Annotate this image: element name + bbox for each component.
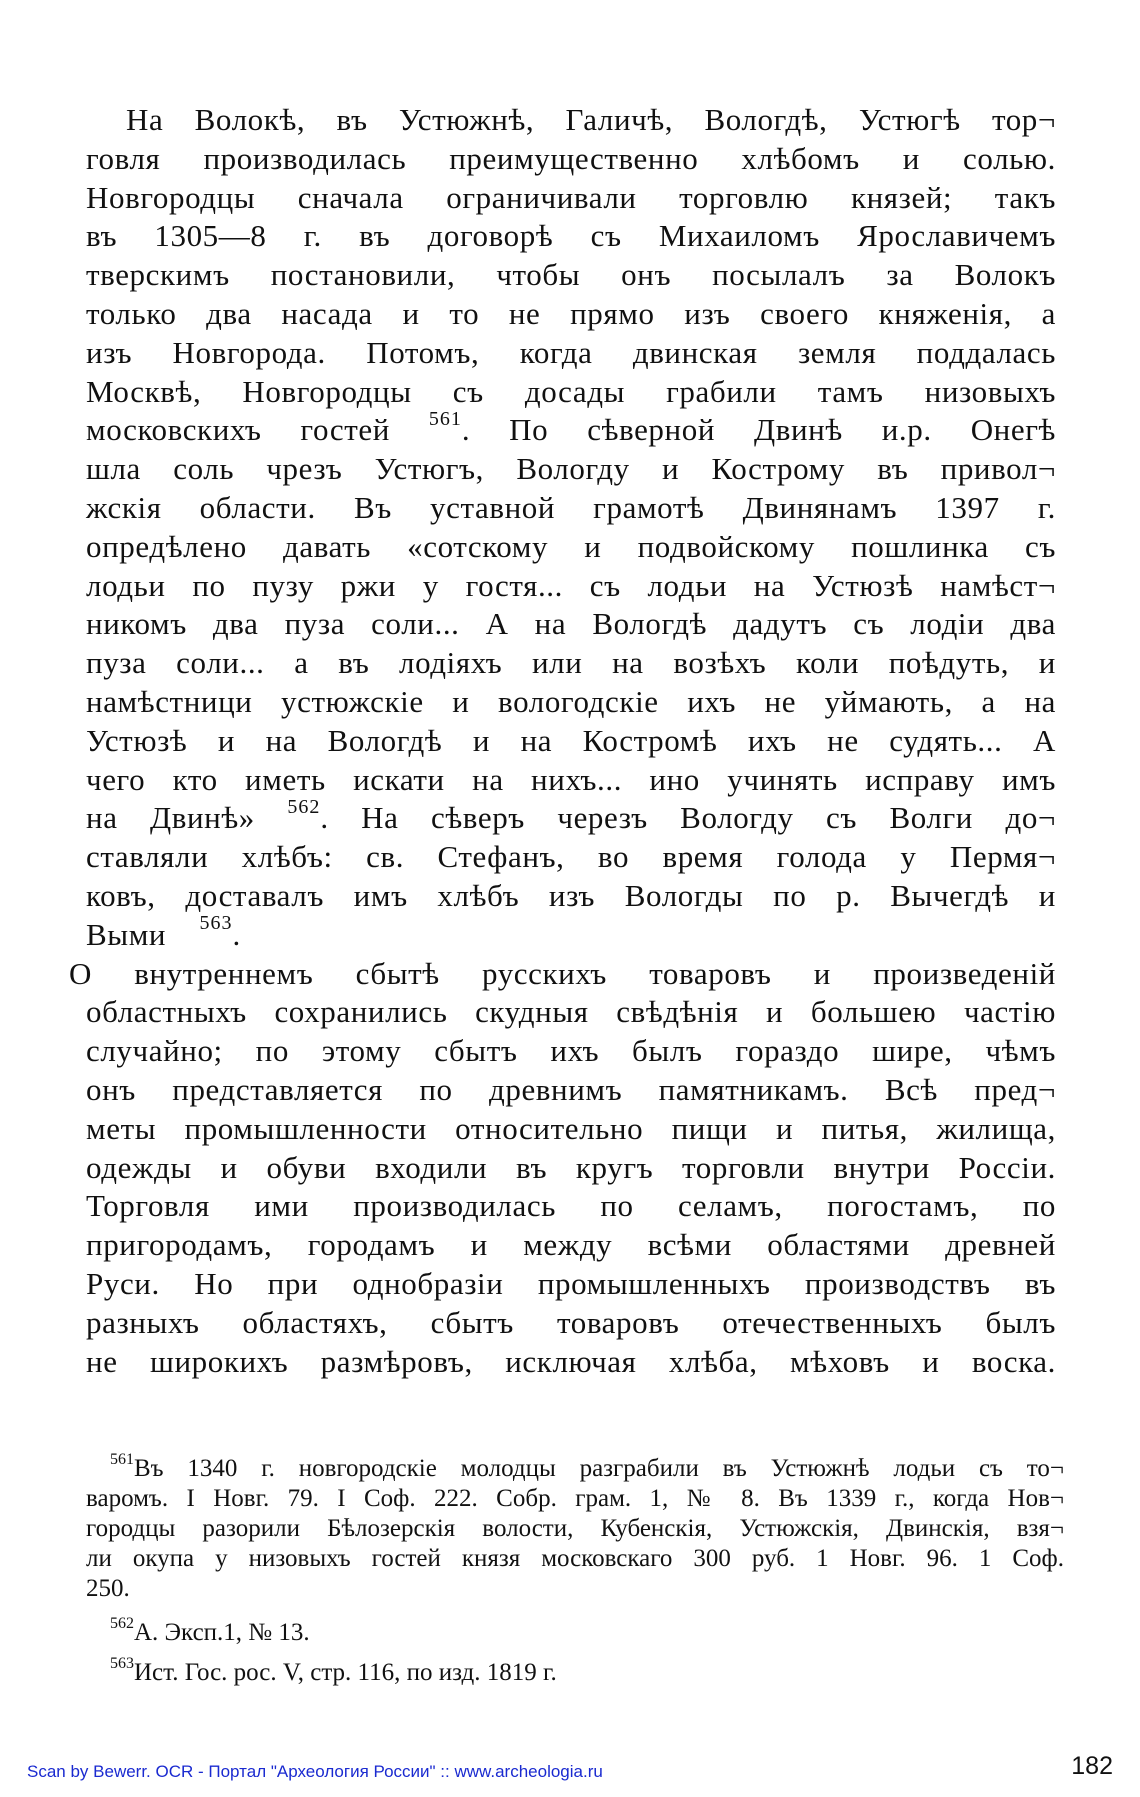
footnote-line	[86, 1654, 1064, 1688]
footnote-text: А. Эксп.1, № 13.	[134, 1619, 310, 1646]
text-segment: московскихъ гостей	[86, 412, 390, 448]
text-line: опредѣлено давать «сотскому и подвойскому пошлинка съ	[86, 528, 1056, 564]
text-line: изъ Новгорода. Потомъ, когда двинская земля поддалась	[86, 334, 1056, 370]
text-line: Новгородцы сначала ограничивали торговлю князей; такъ	[86, 179, 1056, 215]
text-line	[86, 796, 1056, 838]
text-line: пуза соли... а въ лодіяхъ или на возѣхъ коли поѣдуть, и	[86, 645, 1056, 681]
text-line: онъ представляется по древнимъ памятникамъ. Всѣ пред¬	[86, 1071, 1056, 1107]
text-line: одежды и обуви входили въ кругъ торговли внутри Россіи.	[86, 1149, 1056, 1185]
text-line: областныхъ сохранились скудныя свѣдѣнія и большею частію	[86, 994, 1056, 1030]
text-line: лодьи по пузу ржи у гостя... съ лодьи на Устюзѣ намѣст¬	[86, 567, 1056, 603]
text-line: Руси. Но при однобразіи промышленныхъ производствъ въ	[86, 1265, 1056, 1301]
text-line: ковъ, доставалъ имъ хлѣбъ изъ Вологды по р. Вычегдѣ и	[86, 877, 1056, 913]
text-line	[86, 912, 1056, 955]
footnote-line	[86, 1614, 1064, 1648]
footnote-text: Ист. Гос. рос. V, стр. 116, по изд. 1819 г.	[134, 1659, 557, 1686]
footnote-ref-562[interactable]: 562	[287, 796, 321, 819]
text-line	[86, 408, 1056, 450]
text-line: На Волокѣ, въ Устюжнѣ, Галичѣ, Вологдѣ, Устюгѣ тор¬	[126, 102, 1056, 137]
footnote-ref-561[interactable]: 561	[428, 408, 462, 431]
text-line: чего кто иметь искати на нихъ... ино учинять исправу имъ	[86, 761, 1056, 797]
text-line: разныхъ областяхъ, сбытъ товаровъ отечественныхъ былъ	[86, 1304, 1056, 1340]
text-line: никомъ два пуза соли... А на Вологдѣ дадутъ съ лодіи два	[86, 606, 1056, 642]
text-line: Москвѣ, Новгородцы съ досады грабили тамъ низовыхъ	[86, 373, 1056, 409]
footnote-line: ли окупа у низовыхъ гостей князя московскаго 300 руб. 1 Новг. 96. 1 Соф.	[86, 1545, 1064, 1572]
text-line: пригородамъ, городамъ и между всѣми областями древней	[86, 1227, 1056, 1263]
text-line: въ 1305—8 г. въ договорѣ съ Михаиломъ Ярославичемъ	[86, 218, 1056, 254]
footnote-mark-563: 563	[110, 1654, 134, 1672]
text-line: Устюзѣ и на Вологдѣ и на Костромѣ ихъ не судять... А	[86, 722, 1056, 758]
text-line: говля производилась преимущественно хлѣбомъ и солью.	[86, 140, 1056, 176]
text-segment: Выми	[86, 916, 167, 952]
text-line: жскія области. Въ уставной грамотѣ Двинянамъ 1397 г.	[86, 489, 1056, 525]
footnote-line: варомъ. I Новг. 79. I Соф. 222. Собр. грам. 1, № 8. Въ 1339 г., когда Нов¬	[86, 1485, 1064, 1512]
text-line: случайно; по этому сбытъ ихъ былъ гораздо шире, чѣмъ	[86, 1033, 1056, 1069]
text-line: только два насада и то не прямо изъ своего княженія, а	[86, 295, 1056, 331]
main-text	[69, 101, 1056, 1381]
footnote-mark-562: 562	[110, 1614, 134, 1632]
footnotes	[86, 1450, 1064, 1688]
text-line: не широкихъ размѣровъ, исключая хлѣба, мѣховъ и воска.	[86, 1343, 1056, 1379]
footnote-561	[86, 1450, 1064, 1604]
text-segment: . По сѣверной Двинѣ и.р. Онегѣ	[461, 412, 1056, 448]
footnote-563	[86, 1654, 1064, 1688]
footnote-line	[86, 1450, 1064, 1484]
text-line: ставляли хлѣбъ: св. Стефанъ, во время голода у Пермя¬	[86, 839, 1056, 875]
text-segment: .	[232, 916, 241, 952]
text-line: Торговля ими производилась по селамъ, погостамъ, по	[86, 1188, 1056, 1224]
text-line: меты промышленности относительно пищи и питья, жилища,	[86, 1110, 1056, 1146]
text-line: шла соль чрезъ Устюгъ, Вологду и Кострому въ привол¬	[86, 451, 1056, 487]
scan-credit-link[interactable]: Scan by Bewerr. OCR - Портал "Археология России" :: www.archeologia.ru	[27, 1762, 603, 1781]
footnote-562	[86, 1614, 1064, 1648]
text-line: тверскимъ постановили, чтобы онъ посылалъ за Волокъ	[86, 257, 1056, 293]
footnote-line: 250.	[86, 1575, 130, 1602]
footnote-mark-561: 561	[110, 1450, 134, 1468]
footnote-line: городцы разорили Бѣлозерскія волости, Кубенскія, Устюжскія, Двинскія, взя¬	[86, 1515, 1064, 1542]
page-number: 182	[1071, 1752, 1113, 1780]
text-line: намѣстници устюжскіе и вологодскіе ихъ не уймають, а на	[86, 683, 1056, 719]
text-line: О внутреннемъ сбытѣ русскихъ товаровъ и произведеній	[69, 955, 1056, 991]
text-segment: на Двинѣ»	[86, 800, 255, 836]
footnote-ref-563[interactable]: 563	[199, 912, 233, 935]
footnote-text: Въ 1340 г. новгородскіе молодцы разграбили въ Устюжнѣ лодьи съ то¬	[134, 1455, 1064, 1482]
text-segment: . На сѣверъ черезъ Вологду съ Волги до¬	[320, 800, 1056, 836]
